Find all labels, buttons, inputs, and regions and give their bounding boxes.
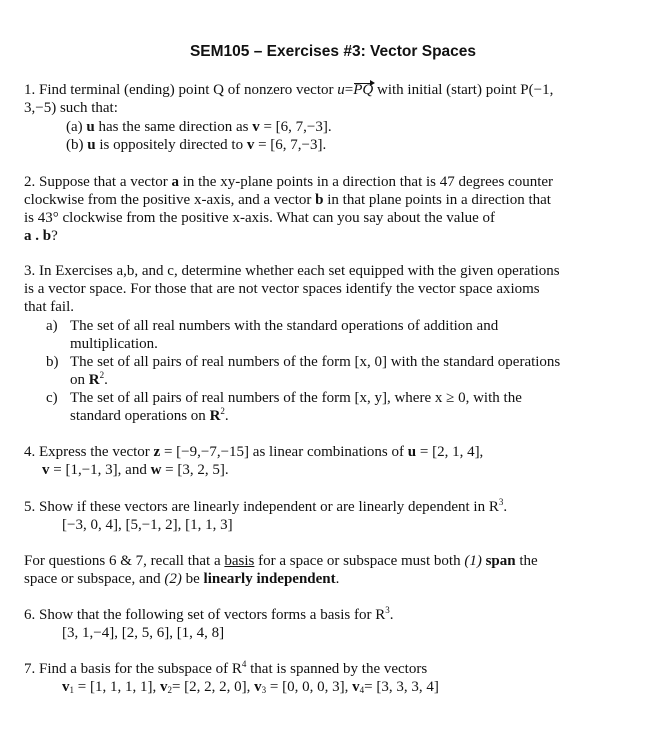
text: 4. Express the vector [24, 444, 154, 460]
question-3-line-3: that fail. [24, 299, 74, 315]
question-1-line-1 [24, 81, 553, 99]
vector-z: z [153, 444, 161, 460]
text: = [1, 1, 1, 1], [74, 679, 160, 695]
vector-v2: v [159, 679, 168, 695]
text: . [104, 372, 108, 388]
text: = [2, 1, 4], [416, 444, 484, 460]
part-a-marker: a) [46, 318, 58, 334]
page-title: SEM105 – Exercises #3: Vector Spaces [189, 43, 477, 60]
part-b-line-1: The set of all pairs of real numbers of the form [x, 0] with the standard operations [70, 354, 561, 370]
text: be [181, 571, 204, 587]
text: . [335, 571, 340, 587]
vector-v1: v [62, 679, 70, 695]
text: with initial (start) point P(−1, [373, 82, 554, 98]
text: 7. Find a basis for the subspace of R [24, 661, 242, 677]
vector-pq-arrow: PQ [353, 82, 374, 98]
question-2-line-3: is 43° clockwise from the positive x-axis. What can you say about the value of [24, 210, 496, 226]
part-b-marker: b) [46, 354, 59, 370]
vector-b: b [315, 192, 324, 208]
part-b-line-2 [70, 371, 108, 389]
span-term: span [485, 553, 516, 569]
vector-v3: v [254, 679, 262, 695]
vector-u: u [407, 444, 417, 460]
r-symbol: R [209, 408, 221, 424]
question-5-vectors: [−3, 0, 4], [5,−1, 2], [1, 1, 3] [62, 517, 233, 533]
text: 2. Suppose that a vector [24, 174, 172, 190]
text: For questions 6 & 7, recall that a [24, 553, 225, 569]
vector-w: w [150, 462, 162, 478]
text: has the same direction as [94, 119, 253, 135]
text: 5. Show if these vectors are linearly independent or are linearly dependent in R [24, 499, 499, 515]
text: . [389, 607, 394, 623]
vector-v: v [252, 119, 260, 135]
question-5-line-1 [24, 498, 507, 516]
note-line-1 [24, 552, 538, 570]
text: for a space or subspace must both [254, 553, 465, 569]
question-1-line-2: 3,−5) such that: [24, 100, 118, 116]
vector-u: u [87, 137, 96, 153]
text: = [−9,−7,−15] as linear combinations of [160, 444, 408, 460]
exponent: 3 [385, 605, 390, 615]
text: 1. Find terminal (ending) point Q of nonzero vector [24, 82, 338, 98]
question-4-line-2 [42, 461, 229, 479]
text: in that plane points in a direction that [323, 192, 551, 208]
text: on [70, 372, 89, 388]
question-3-line-2: is a vector space. For those that are not vector spaces identify the vector space axioms [24, 281, 540, 297]
vector-v: v [42, 462, 50, 478]
vector-v: v [246, 137, 255, 153]
text: = [1,−1, 3], and [49, 462, 151, 478]
text: (2) [164, 571, 182, 587]
linearly-independent-term: linearly independent [203, 571, 336, 587]
text: the [515, 553, 538, 569]
text: in the xy-plane points in a direction that is 47 degrees counter [178, 174, 554, 190]
part-c-line-2 [70, 407, 229, 425]
subscript: 1 [69, 685, 74, 695]
question-7-line-1 [24, 660, 427, 678]
text: = [3, 3, 3, 4] [364, 679, 439, 695]
text: is oppositely directed to [95, 137, 247, 153]
text: = [2, 2, 2, 0], [171, 679, 255, 695]
question-4-line-1 [24, 443, 483, 461]
text: clockwise from the positive x-axis, and a vector [24, 192, 316, 208]
vector-u: u [337, 82, 345, 98]
text: . [503, 499, 508, 515]
text: 6. Show that the following set of vectors forms a basis for R [24, 607, 386, 623]
text: (1) [464, 553, 482, 569]
subscript: 2 [167, 685, 172, 695]
part-c-line-1: The set of all pairs of real numbers of the form [x, y], where x ≥ 0, with the [70, 390, 522, 406]
question-1-part-b [66, 136, 326, 154]
exponent: 4 [241, 659, 247, 669]
dot-product: a . b [24, 228, 52, 244]
text: that is spanned by the vectors [246, 661, 428, 677]
text: ? [51, 228, 58, 244]
question-3-line-1: 3. In Exercises a,b, and c, determine whether each set equipped with the given operations [24, 263, 560, 279]
question-2-line-1 [24, 173, 553, 191]
question-2-line-4 [24, 227, 58, 245]
text: = [344, 82, 354, 98]
text: (a) [66, 119, 87, 135]
exponent: 3 [498, 497, 504, 507]
part-c-marker: c) [46, 390, 58, 406]
part-a-line-2: multiplication. [70, 336, 158, 352]
text: = [3, 2, 5]. [161, 462, 229, 478]
question-6-line-1 [24, 606, 393, 624]
exponent: 2 [99, 370, 105, 380]
question-7-vectors [62, 678, 439, 696]
text: standard operations on [70, 408, 210, 424]
basis-term: basis [224, 553, 255, 569]
part-a-line-1: The set of all real numbers with the standard operations of addition and [70, 318, 499, 334]
text: = [6, 7,−3]. [254, 137, 327, 153]
text: . [224, 408, 229, 424]
vector-u: u [86, 119, 95, 135]
text: = [0, 0, 0, 3], [266, 679, 353, 695]
subscript: 3 [261, 685, 267, 695]
vector-v4: v [352, 679, 360, 695]
question-2-line-2 [24, 191, 551, 209]
r-symbol: R [88, 372, 100, 388]
question-6-vectors: [3, 1,−4], [2, 5, 6], [1, 4, 8] [62, 625, 225, 641]
text: (b) [66, 137, 88, 153]
text: = [6, 7,−3]. [259, 119, 332, 135]
question-1-part-a [66, 118, 332, 136]
note-line-2 [24, 570, 339, 588]
subscript: 4 [359, 685, 365, 695]
vector-a: a [171, 174, 179, 190]
text: space or subspace, and [24, 571, 165, 587]
exponent: 2 [220, 406, 225, 416]
